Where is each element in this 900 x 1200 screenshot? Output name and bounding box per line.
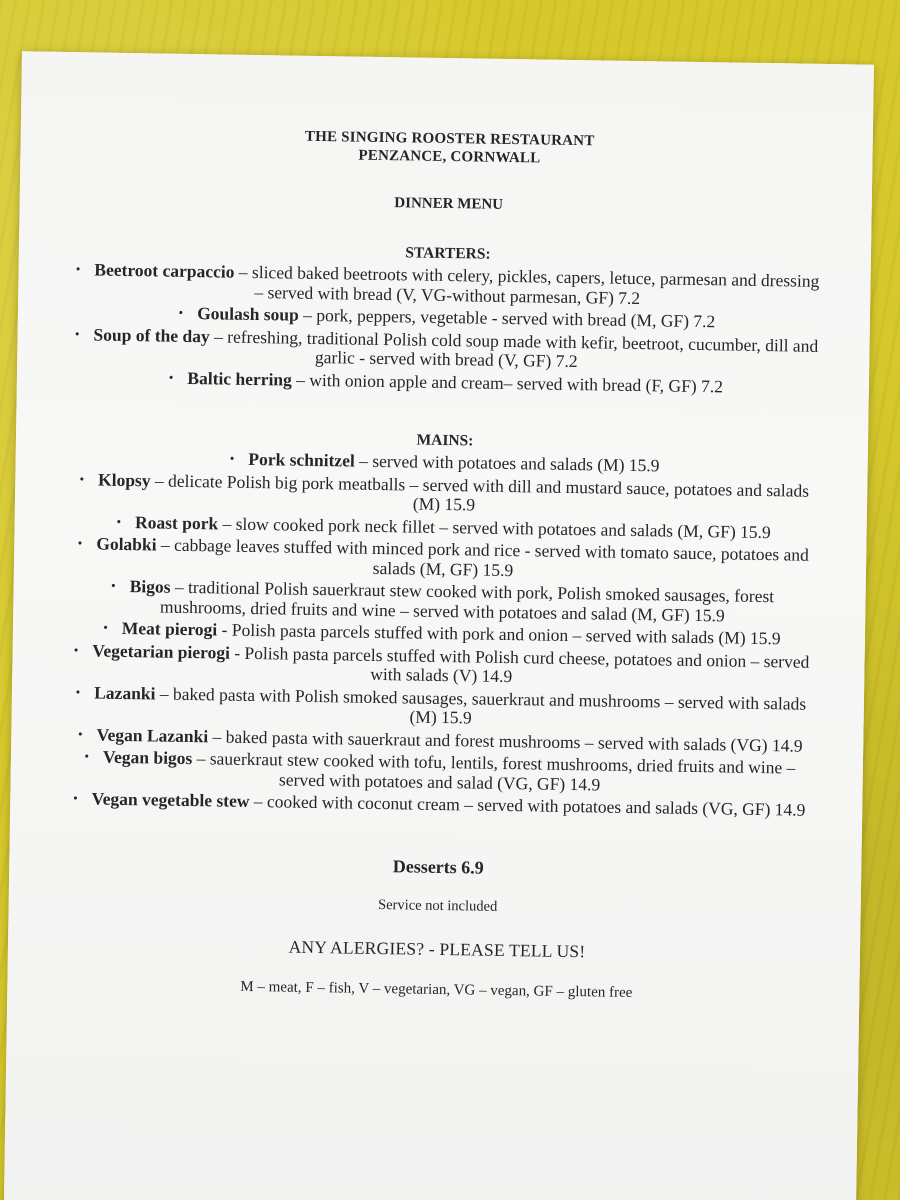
dish-description: – cooked with coconut cream – served with potatoes and salads (VG, GF) 14.9 xyxy=(249,790,806,820)
menu-sheet xyxy=(4,51,874,1200)
dish-description: – with onion apple and cream– served with bread (F, GF) 7.2 xyxy=(291,369,724,396)
dish-description: – slow cooked pork neck fillet – served with potatoes and salads (M, GF) 15.9 xyxy=(218,512,771,542)
dish-description: - Polish pasta parcels stuffed with Polish curd cheese, potatoes and onion – served with salads (V) 14.9 xyxy=(229,642,810,687)
dish-name: Baltic herring xyxy=(187,367,293,390)
dish-name: Vegetarian pierogi xyxy=(92,639,231,663)
dish-name: Pork schnitzel xyxy=(248,448,355,471)
bullet-icon: • xyxy=(79,470,85,486)
bullet-icon: • xyxy=(103,619,108,635)
dish-name: Vegan Lazanki xyxy=(96,724,209,746)
dish-description: – cabbage leaves stuffed with minced pork and rice - served with tomato sauce, potatoes and salads (M, GF) 15.9 xyxy=(156,534,809,580)
dish-description: – pork, peppers, vegetable - served with bread (M, GF) 7.2 xyxy=(298,304,716,332)
dish-name: Soup of the day xyxy=(93,323,210,346)
bullet-icon: • xyxy=(75,261,81,277)
dish-description: – baked pasta with sauerkraut and forest mushrooms – served with salads (VG) 14.9 xyxy=(208,725,803,756)
bullet-icon: • xyxy=(111,577,116,593)
allergies-notice: ANY ALERGIES? - PLEASE TELL US! xyxy=(288,936,586,961)
dish-name: Goulash soup xyxy=(197,303,299,325)
dish-name: Klopsy xyxy=(97,469,151,490)
dish-description: – delicate Polish big pork meatballs – served with dill and mustard sauce, potatoes and salads (M) 15.9 xyxy=(150,469,810,515)
bullet-icon: • xyxy=(73,790,78,806)
bullet-icon: • xyxy=(178,304,184,320)
mains-heading: MAINS: xyxy=(416,431,474,450)
restaurant-name: THE SINGING ROOSTER RESTAURANT xyxy=(304,128,595,150)
bullet-icon: • xyxy=(73,641,79,657)
dish-description: – sauerkraut stew cooked with tofu, lentils, forest mushrooms, dried fruits and wine – served with potatoes and salad (VG, GF) 14.9 xyxy=(192,748,796,794)
dish-name: Lazanki xyxy=(94,682,156,703)
bullet-icon: • xyxy=(229,450,235,466)
dish-name: Beetroot carpaccio xyxy=(94,259,235,282)
bullet-icon: • xyxy=(168,369,174,385)
service-note: Service not included xyxy=(377,896,498,915)
mains-list xyxy=(66,446,818,820)
dish-description: – served with potatoes and salads (M) 15.9 xyxy=(354,450,660,476)
bullet-icon: • xyxy=(77,725,83,741)
dish-description: – baked pasta with Polish smoked sausages, sauerkraut and mushrooms – served with salads (M) 15.9 xyxy=(155,682,807,728)
restaurant-location: PENZANCE, CORNWALL xyxy=(358,147,541,167)
dish-name: Roast pork xyxy=(134,511,219,533)
dish-description: - Polish pasta parcels stuffed with pork and onion – served with salads (M) 15.9 xyxy=(217,619,781,649)
dietary-legend: M – meat, F – fish, V – vegetarian, VG – vegan, GF – gluten free xyxy=(240,978,633,1001)
dish-description: – traditional Polish sauerkraut stew cooked with pork, Polish smoked sausages, forest mushrooms, dried fruits and wine – served with potatoes and salad (M, GF) 15.9 xyxy=(159,576,775,625)
dish-name: Bigos xyxy=(129,576,171,597)
bullet-icon: • xyxy=(75,683,81,699)
dish-name: Golabki xyxy=(96,533,157,555)
bullet-icon: • xyxy=(74,325,80,341)
dish-name: Vegan bigos xyxy=(102,746,193,769)
starters-list xyxy=(73,259,821,398)
dish-description: – sliced baked beetroots with celery, pickles, capers, letuce, parmesan and dressing – served with bread (V, VG-without parmesan, GF) 7.2 xyxy=(234,261,820,308)
dish-name: Vegan vegetable stew xyxy=(91,788,250,811)
bullet-icon: • xyxy=(116,513,122,529)
menu-title: DINNER MENU xyxy=(394,195,504,213)
dish-description: – refreshing, traditional Polish cold soup made with kefir, beetroot, cucumber, dill and garlic - served with bread (V, GF) 7.2 xyxy=(209,325,819,372)
dish-name: Meat pierogi xyxy=(121,617,218,640)
bullet-icon: • xyxy=(77,535,83,551)
bullet-icon: • xyxy=(84,748,90,764)
desserts-line: Desserts 6.9 xyxy=(392,855,484,878)
starters-heading: STARTERS: xyxy=(405,244,491,263)
